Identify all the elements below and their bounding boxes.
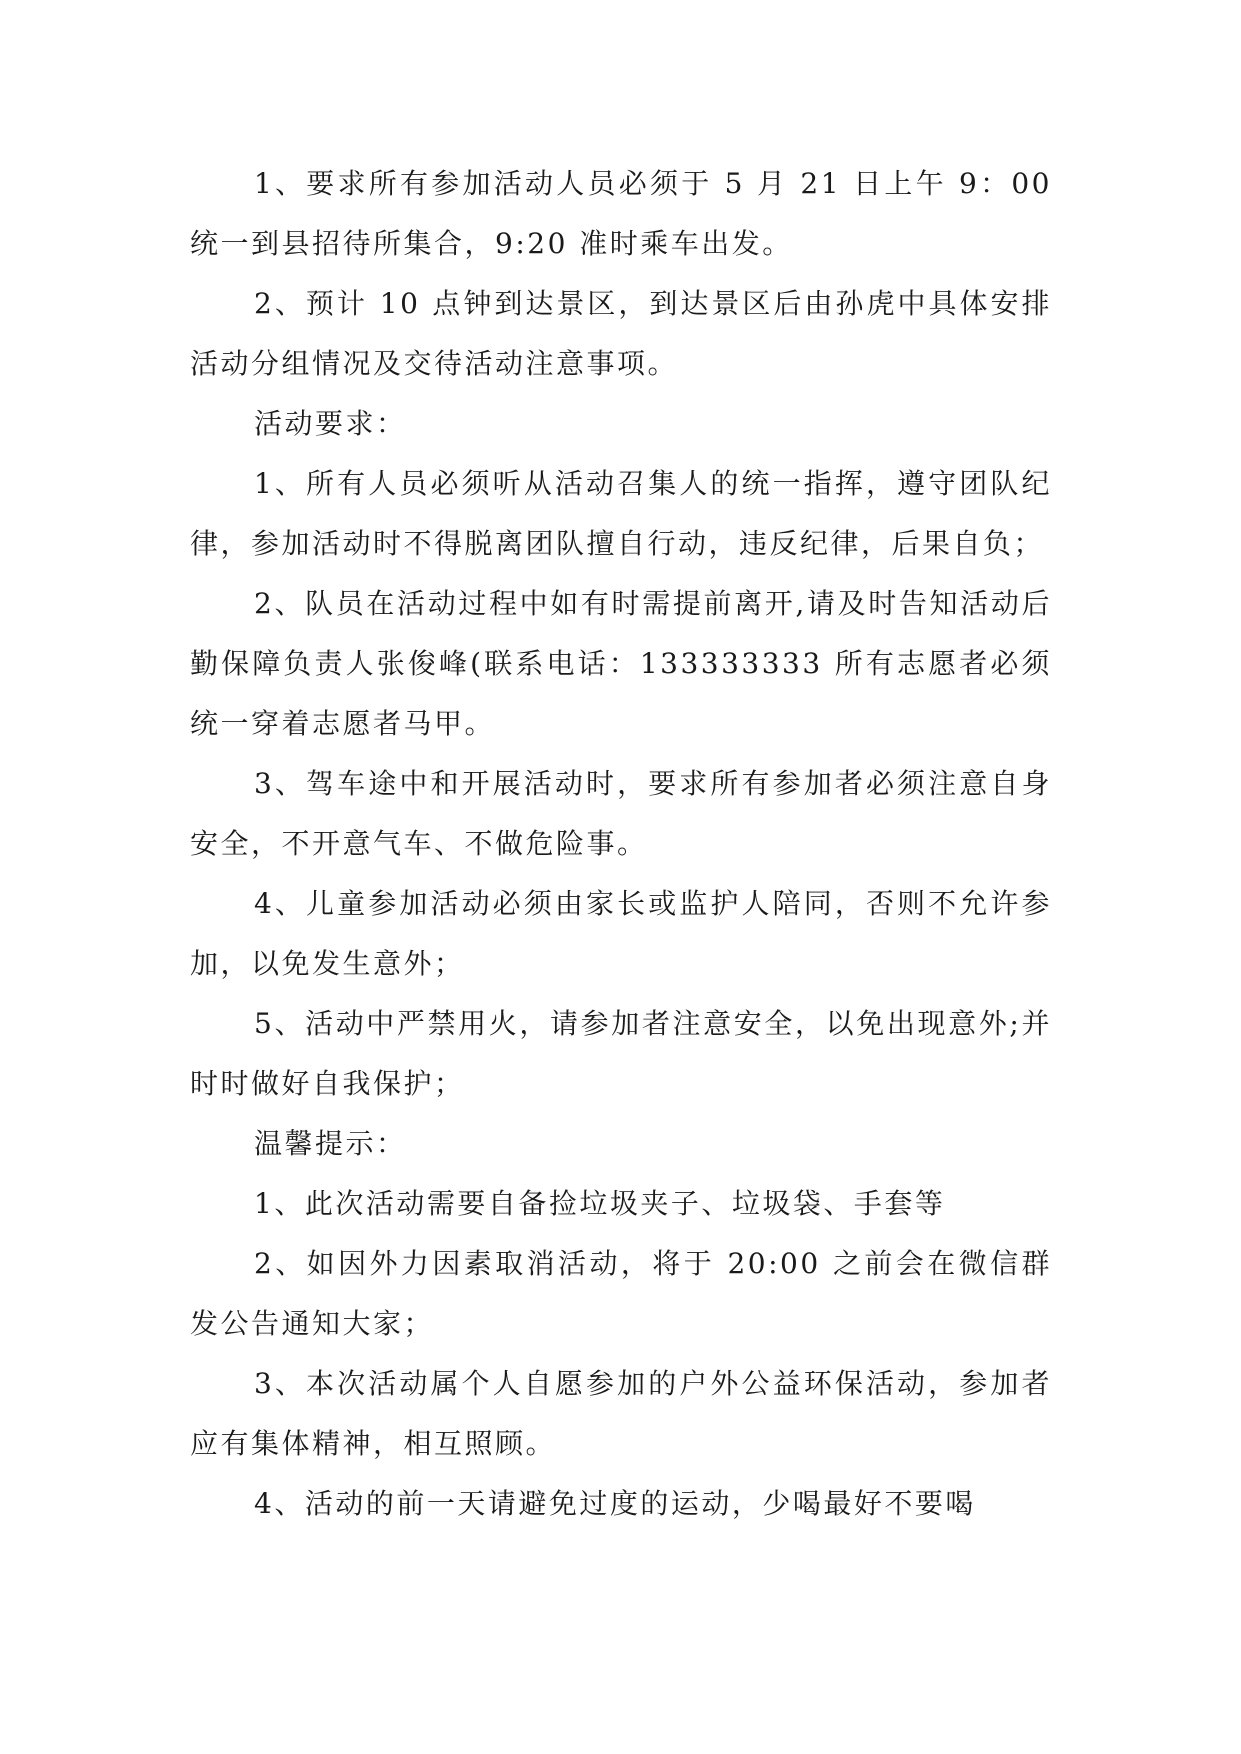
document-body — [190, 154, 1052, 1534]
requirement-3: 3、驾车途中和开展活动时，要求所有参加者必须注意自身安全，不开意气车、不做危险事。 — [190, 767, 1052, 860]
section-heading-requirements: 活动要求： — [254, 407, 407, 440]
tip-4: 4、活动的前一天请避免过度的运动，少喝最好不要喝 — [254, 1487, 976, 1520]
requirement-2: 2、队员在活动过程中如有时需提前离开,请及时告知活动后勤保障负责人张俊峰(联系电话：133333333 所有志愿者必须统一穿着志愿者马甲。 — [190, 587, 1052, 740]
requirement-4: 4、儿童参加活动必须由家长或监护人陪同，否则不允许参加，以免发生意外； — [190, 887, 1052, 980]
section-heading-tips: 温馨提示： — [254, 1127, 407, 1160]
requirement-5: 5、活动中严禁用火，请参加者注意安全，以免出现意外;并时时做好自我保护； — [190, 1007, 1052, 1100]
tip-1: 1、此次活动需要自备捡垃圾夹子、垃圾袋、手套等 — [254, 1187, 946, 1220]
paragraph-1: 1、要求所有参加活动人员必须于 5 月 21 日上午 9：00 统一到县招待所集合，9:20 准时乘车出发。 — [190, 167, 1052, 260]
requirement-1: 1、所有人员必须听从活动召集人的统一指挥，遵守团队纪律，参加活动时不得脱离团队擅自行动，违反纪律，后果自负； — [190, 467, 1052, 560]
tip-3: 3、本次活动属个人自愿参加的户外公益环保活动，参加者应有集体精神，相互照顾。 — [190, 1367, 1052, 1460]
tip-2: 2、如因外力因素取消活动，将于 20:00 之前会在微信群发公告通知大家； — [190, 1247, 1052, 1340]
paragraph-2: 2、预计 10 点钟到达景区，到达景区后由孙虎中具体安排活动分组情况及交待活动注意事项。 — [190, 287, 1052, 380]
